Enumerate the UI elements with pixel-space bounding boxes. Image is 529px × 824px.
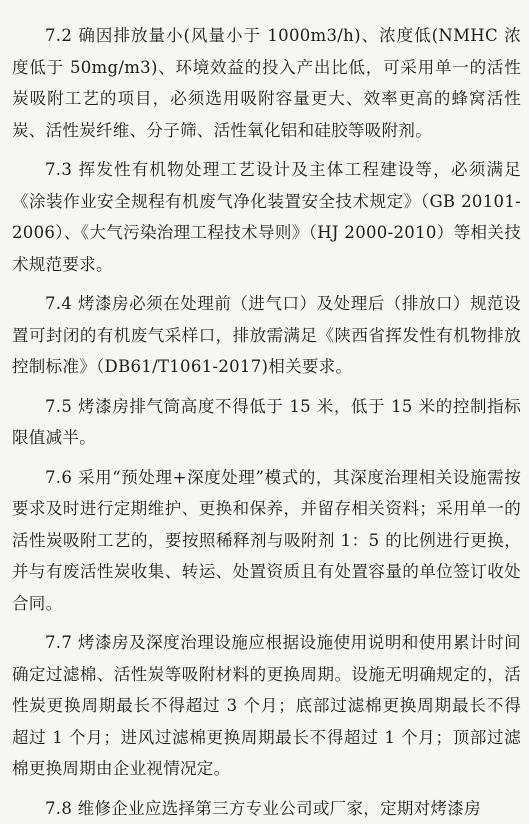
- paragraph-7-4: 7.4 烤漆房必须在处理前（进气口）及处理后（排放口）规范设置可封闭的有机废气采样口，排放需满足《陕西省挥发性有机物排放控制标准》（DB61/T1061-2017)相关要求。: [12, 288, 521, 383]
- paragraph-7-2: 7.2 确因排放量小(风量小于 1000m3/h)、浓度低(NMHC 浓度低于 50mg/m3)、环境效益的投入产出比低，可采用单一的活性炭吸附工艺的项目，必须选用吸附容量更大、效率更高的蜂窝活性炭、活性炭纤维、分子筛、活性氧化铝和硅胶等吸附剂。: [12, 20, 521, 146]
- paragraph-7-3: 7.3 挥发性有机物处理工艺设计及主体工程建设等，必须满足《涂装作业安全规程有机废气净化装置安全技术规定》（GB 20101-2006）、《大气污染治理工程技术导则》（HJ 2000-2010）等相关技术规范要求。: [12, 154, 521, 280]
- paragraph-7-7: 7.7 烤漆房及深度治理设施应根据设施使用说明和使用累计时间确定过滤棉、活性炭等吸附材料的更换周期。设施无明确规定的，活性炭更换周期最长不得超过 3 个月；底部过滤棉更换周期最长不得超过 1 个月；进风过滤棉更换周期最长不得超过 1 个月；顶部过滤棉更换周期由企业视情况定。: [12, 627, 521, 785]
- paragraph-7-8: 7.8 维修企业应选择第三方专业公司或厂家，定期对烤漆房: [12, 793, 521, 824]
- paragraph-7-6: 7.6 采用“预处理+深度处理”模式的，其深度治理相关设施需按要求及时进行定期维护、更换和保养，并留存相关资料；采用单一的活性炭吸附工艺的，要按照稀释剂与吸附剂 1：5 的比例进行更换，并与有废活性炭收集、转运、处置资质且有处置容量的单位签订收处合同。: [12, 462, 521, 620]
- paragraph-7-5: 7.5 烤漆房排气筒高度不得低于 15 米，低于 15 米的控制指标限值减半。: [12, 391, 521, 454]
